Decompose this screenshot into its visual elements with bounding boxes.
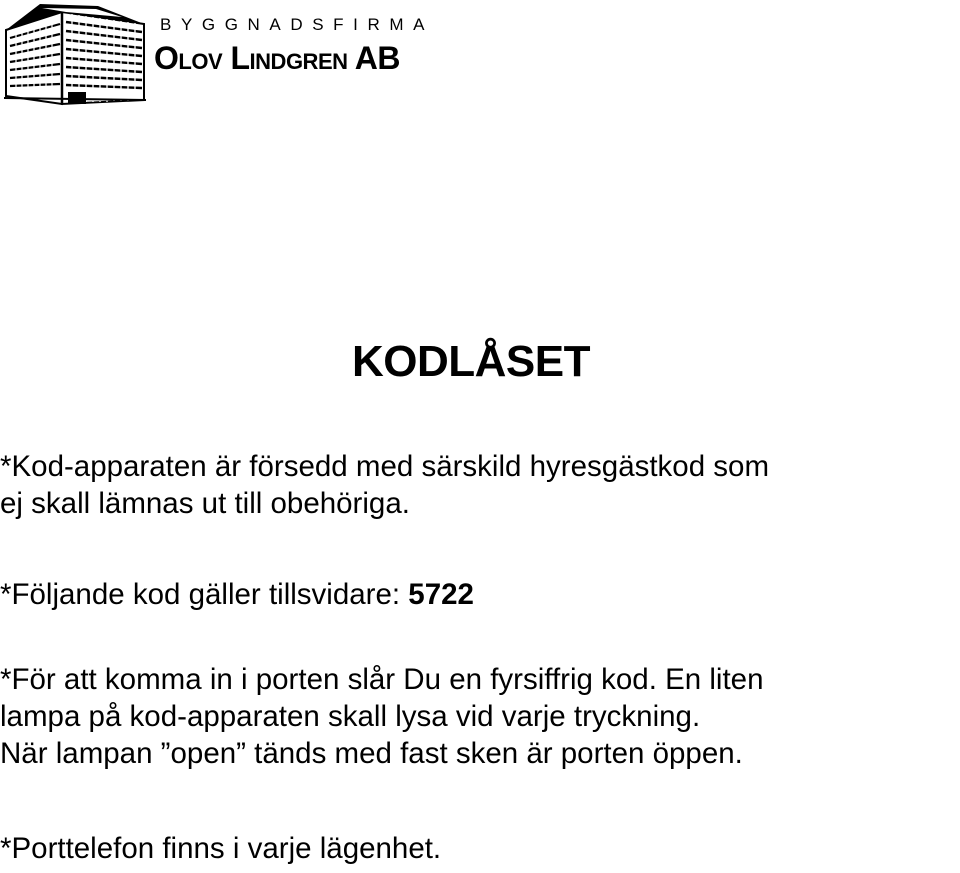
paragraph-hyresgastkod: [0, 448, 769, 522]
paragraph-line: *Kod-apparaten är försedd med särskild hyresgästkod som: [0, 450, 770, 483]
building-logo-icon: [2, 0, 148, 108]
paragraph-porttelefon: [0, 830, 441, 867]
paragraph-line: ej skall lämnas ut till obehöriga.: [0, 487, 410, 520]
paragraph-instructions: [0, 661, 764, 772]
page-title: KODLÅSET: [352, 337, 590, 386]
paragraph-text: *Följande kod gäller tillsvidare:: [0, 578, 409, 611]
paragraph-line: lampa på kod-apparaten skall lysa vid varje tryckning.: [0, 700, 701, 733]
company-subtitle: BYGGNADSFIRMA: [160, 15, 435, 34]
paragraph-line: *För att komma in i porten slår Du en fyrsiffrig kod. En liten: [0, 663, 764, 696]
paragraph-code: [0, 576, 474, 613]
company-name: Olov Lindgren AB: [154, 40, 400, 76]
door-code: 5722: [408, 578, 474, 611]
paragraph-line: När lampan ”open” tänds med fast sken är porten öppen.: [0, 737, 743, 770]
paragraph-line: *Porttelefon finns i varje lägenhet.: [0, 832, 442, 865]
